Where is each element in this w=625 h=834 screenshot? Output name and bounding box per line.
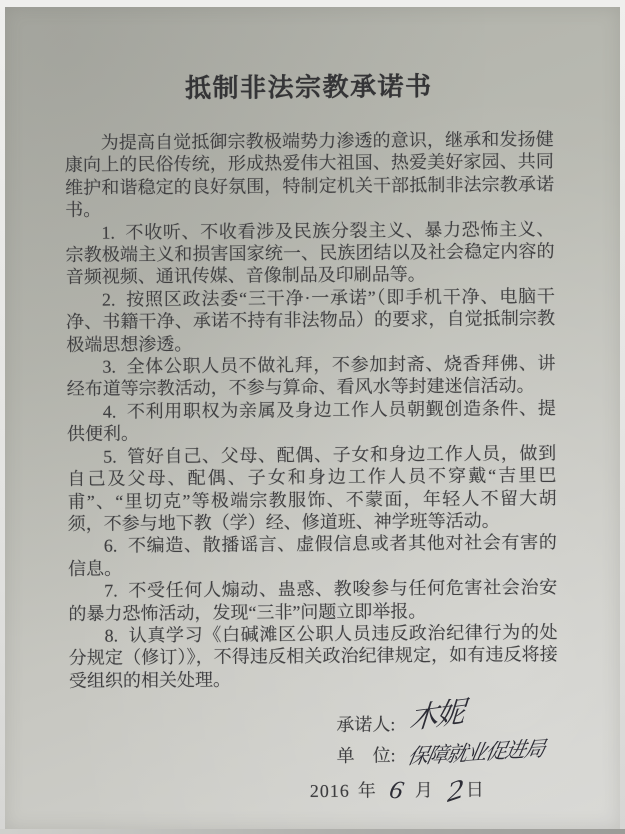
unit-handwritten-value: 保障就业促进局 xyxy=(405,736,547,770)
promiser-label: 承诺人: xyxy=(336,714,396,735)
date-day-handwritten: 2 xyxy=(446,772,464,809)
date-row xyxy=(309,770,559,809)
item-text: 全体公职人员不做礼拜，不参加封斋、烧香拜佛、讲经布道等宗教活动，不参与算命、看风水等封建迷信活动。 xyxy=(66,353,556,400)
item-number: 8. xyxy=(104,625,119,646)
document-body xyxy=(65,128,558,692)
item-number: 3. xyxy=(102,356,117,377)
item-number: 7. xyxy=(104,580,118,601)
promiser-handwritten-signature: 木妮 xyxy=(408,696,465,736)
item-text: 管好自己、父母、配偶、子女和身边工作人员，做到自己及父母、配偶、子女和身边工作人员不穿戴“吉里巴甫”、“里切克”等极端宗教服饰、不蒙面，年轻人不留大胡须，不参与地下教（学）经、修道班、神学班等活动。 xyxy=(67,442,557,534)
commitment-item-8 xyxy=(69,621,559,692)
item-text: 不编造、散播谣言、虚假信息或者其他对社会有害的信息。 xyxy=(67,532,557,579)
item-number: 4. xyxy=(102,401,117,422)
commitment-item-5 xyxy=(67,442,557,535)
item-text: 不收听、不收看涉及民族分裂主义、暴力恐怖主义、宗教极端主义和损害国家统一、民族团结以及社会稳定内容的音频视频、通讯传媒、音像制品及印刷品等。 xyxy=(65,218,555,288)
document-content xyxy=(64,57,559,808)
item-text: 不利用职权为亲属及身边工作人员朝觐创造条件、提供便利。 xyxy=(66,397,556,445)
intro-paragraph: 为提高自觉抵御宗教极端势力渗透的意识，继承和发扬健康向上的民俗传统，形成热爱伟大祖国、热爱美好家园、共同维护和谐稳定的良好氛围，特制定机关干部抵制非法宗教承诺书。 xyxy=(64,129,555,221)
commitment-item-2 xyxy=(66,285,556,356)
unit-label: 单 位: xyxy=(336,745,396,766)
paper-sheet xyxy=(5,7,620,829)
commitment-item-4 xyxy=(67,397,556,446)
item-number: 6. xyxy=(103,535,118,556)
item-number: 5. xyxy=(103,446,117,467)
item-number: 1. xyxy=(101,222,115,243)
item-number: 2. xyxy=(101,289,116,310)
item-text: 不受任何人煽动、蛊惑、教唆参与任何危害社会治安的暴力恐怖活动，发现“三非”问题立即举报。 xyxy=(68,577,558,624)
date-month-handwritten: 6 xyxy=(386,774,407,806)
month-character: 月 xyxy=(414,780,433,801)
document-title: 抵制非法宗教承诺书 xyxy=(184,72,433,103)
commitment-item-1 xyxy=(65,218,555,289)
date-year: 2016 xyxy=(309,780,350,802)
commitment-item-7 xyxy=(68,576,557,625)
year-character: 年 xyxy=(357,780,376,801)
commitment-item-3 xyxy=(66,352,555,401)
commitment-item-6 xyxy=(68,531,557,580)
item-text: 按照区政法委“三干净·一承诺”（即手机干净、电脑干净、书籍干净、承诺不持有非法物品）的要求，自觉抵制宗教极端思想渗透。 xyxy=(66,285,556,355)
unit-row xyxy=(336,737,558,772)
day-character: 日 xyxy=(465,779,484,800)
item-text: 认真学习《白碱滩区公职人员违反政治纪律行为的处分规定（修订）》，不得违反相关政治纪律规定，如有违反将接受组织的相关处理。 xyxy=(68,622,558,691)
signature-block xyxy=(69,696,559,809)
